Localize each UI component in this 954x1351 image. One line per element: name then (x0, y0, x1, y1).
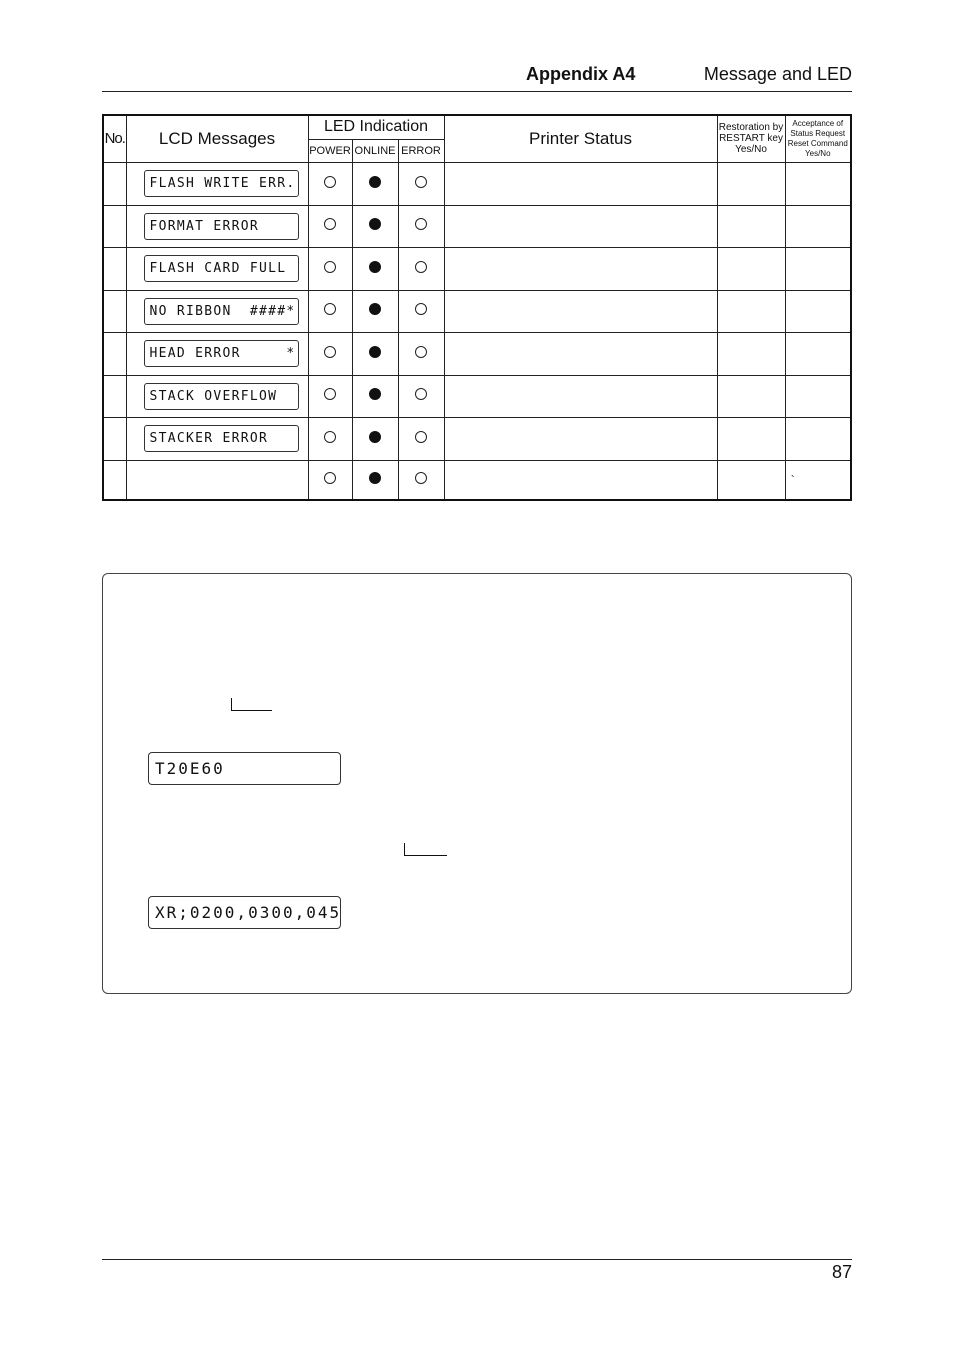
printer-status-cell (444, 460, 717, 500)
led-online-lit-icon (369, 388, 381, 400)
led-online-lit-icon (369, 176, 381, 188)
led-power-unlit-icon (324, 303, 336, 315)
led-error-unlit-icon (415, 218, 427, 230)
header-lcd-messages: LCD Messages (126, 115, 308, 162)
acceptance-cell (785, 460, 851, 500)
table-row (103, 205, 851, 247)
header-power: POWER (308, 139, 352, 162)
lcd-message-cell (126, 205, 308, 247)
led-error-cell (398, 290, 444, 332)
led-error-unlit-icon (415, 346, 427, 358)
led-online-cell (352, 332, 398, 375)
restoration-cell (717, 375, 785, 417)
led-power-unlit-icon (324, 388, 336, 400)
lcd-message-cell (126, 332, 308, 375)
header-rule (102, 91, 852, 92)
page-number: 87 (831, 1262, 852, 1282)
appendix-label: Appendix A4 (526, 64, 636, 84)
header-printer-status: Printer Status (444, 115, 717, 162)
led-power-unlit-icon (324, 218, 336, 230)
led-error-cell (398, 375, 444, 417)
led-error-unlit-icon (415, 261, 427, 273)
message-led-table (102, 114, 852, 501)
led-power-unlit-icon (324, 176, 336, 188)
row-number (103, 332, 126, 375)
bracket-mark (231, 698, 272, 711)
lcd-message: STACKER ERROR (144, 425, 299, 452)
section-title: Message and LED (703, 64, 852, 84)
printer-status-cell (444, 290, 717, 332)
printer-status-cell (444, 332, 717, 375)
table-row (103, 417, 851, 460)
printer-status-cell (444, 375, 717, 417)
lcd-display-example-2: XR;0200,0300,045 (148, 896, 341, 929)
led-error-cell (398, 247, 444, 290)
lcd-message: STACK OVERFLOW (144, 383, 299, 410)
restoration-cell (717, 162, 785, 205)
restoration-cell (717, 247, 785, 290)
header-led-indication: LED Indication (308, 115, 444, 139)
header-online: ONLINE (352, 139, 398, 162)
led-online-lit-icon (369, 472, 381, 484)
led-online-cell (352, 417, 398, 460)
restoration-cell (717, 460, 785, 500)
example-box (102, 573, 852, 994)
row-number (103, 290, 126, 332)
acceptance-cell (785, 375, 851, 417)
row-number (103, 460, 126, 500)
lcd-message: NO RIBBON ####* (144, 298, 299, 325)
restoration-cell (717, 205, 785, 247)
led-online-cell (352, 460, 398, 500)
led-online-lit-icon (369, 431, 381, 443)
printer-status-cell (444, 417, 717, 460)
table-row (103, 332, 851, 375)
led-power-unlit-icon (324, 472, 336, 484)
led-power-cell (308, 417, 352, 460)
led-power-cell (308, 290, 352, 332)
table-row (103, 247, 851, 290)
header-acceptance: Acceptance of Status Request Reset Command Yes/No (785, 115, 851, 162)
row-number (103, 205, 126, 247)
acceptance-cell (785, 205, 851, 247)
lcd-message-cell (126, 460, 308, 500)
led-power-unlit-icon (324, 346, 336, 358)
lcd-message: FLASH WRITE ERR. (144, 170, 299, 197)
led-online-cell (352, 162, 398, 205)
row-number (103, 417, 126, 460)
header-restoration: Restoration by RESTART key Yes/No (717, 115, 785, 162)
led-power-cell (308, 375, 352, 417)
led-power-cell (308, 162, 352, 205)
table-body (103, 162, 851, 500)
acceptance-cell (785, 290, 851, 332)
row-number (103, 247, 126, 290)
acceptance-cell (785, 247, 851, 290)
led-error-cell (398, 205, 444, 247)
led-error-cell (398, 162, 444, 205)
lcd-message-cell (126, 247, 308, 290)
table-row (103, 162, 851, 205)
led-online-cell (352, 205, 398, 247)
lcd-message-cell (126, 290, 308, 332)
lcd-message: HEAD ERROR * (144, 340, 299, 367)
led-online-lit-icon (369, 303, 381, 315)
led-power-cell (308, 247, 352, 290)
led-online-cell (352, 375, 398, 417)
led-error-unlit-icon (415, 303, 427, 315)
led-error-unlit-icon (415, 472, 427, 484)
header-no: No. (103, 115, 126, 162)
led-error-cell (398, 417, 444, 460)
footer-rule (102, 1259, 852, 1260)
header-error: ERROR (398, 139, 444, 162)
acceptance-value: ` (790, 472, 795, 487)
led-online-lit-icon (369, 346, 381, 358)
table-row (103, 375, 851, 417)
led-online-cell (352, 290, 398, 332)
led-power-unlit-icon (324, 261, 336, 273)
led-power-cell (308, 460, 352, 500)
lcd-message-cell (126, 375, 308, 417)
printer-status-cell (444, 162, 717, 205)
led-power-unlit-icon (324, 431, 336, 443)
acceptance-cell (785, 162, 851, 205)
row-number (103, 375, 126, 417)
acceptance-cell (785, 332, 851, 375)
restoration-cell (717, 332, 785, 375)
led-error-cell (398, 332, 444, 375)
led-error-cell (398, 460, 444, 500)
led-error-unlit-icon (415, 176, 427, 188)
printer-status-cell (444, 205, 717, 247)
led-online-lit-icon (369, 218, 381, 230)
restoration-cell (717, 417, 785, 460)
table-row (103, 460, 851, 500)
lcd-message: FORMAT ERROR (144, 213, 299, 240)
led-power-cell (308, 205, 352, 247)
printer-status-cell (444, 247, 717, 290)
lcd-message: FLASH CARD FULL (144, 255, 299, 282)
row-number (103, 162, 126, 205)
led-online-cell (352, 247, 398, 290)
table-row (103, 290, 851, 332)
table-header-row (103, 115, 851, 139)
lcd-message-cell (126, 417, 308, 460)
restoration-cell (717, 290, 785, 332)
led-error-unlit-icon (415, 388, 427, 400)
bracket-mark (404, 843, 447, 856)
led-error-unlit-icon (415, 431, 427, 443)
led-power-cell (308, 332, 352, 375)
lcd-display-example-1: T20E60 (148, 752, 341, 785)
led-online-lit-icon (369, 261, 381, 273)
lcd-message-cell (126, 162, 308, 205)
acceptance-cell (785, 417, 851, 460)
